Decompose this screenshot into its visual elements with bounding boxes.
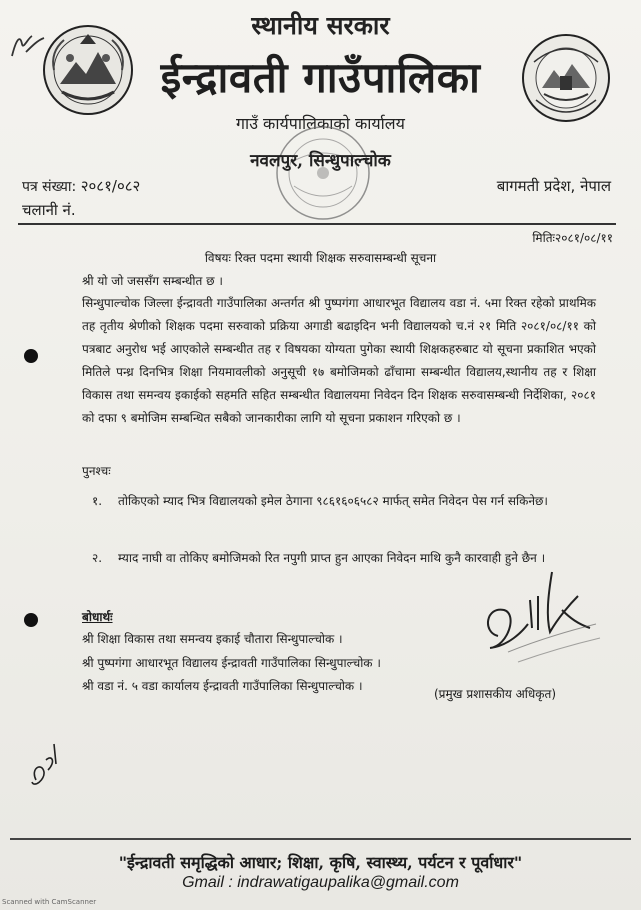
- reference-number: [22, 176, 140, 196]
- province-name: बागमती प्रदेश, नेपाल: [496, 177, 611, 195]
- handwritten-initials-icon: [28, 740, 64, 790]
- signature-icon: [478, 566, 608, 676]
- scanner-watermark: Scanned with CamScanner: [2, 898, 97, 906]
- letter-date: मितिः२०८१/०८/११: [532, 231, 613, 245]
- copy-recipient: श्री वडा नं. ५ वडा कार्यालय ईन्द्रावती गाउँपालिका सिन्धुपाल्चोक ।: [82, 679, 363, 693]
- postscript-label: पुनश्चः: [82, 464, 111, 478]
- office-seal-icon: [272, 122, 374, 224]
- dispatch-number-label: चलानी नं.: [22, 201, 76, 219]
- point-number: १.: [92, 494, 103, 508]
- municipality-title: ईन्द्रावती गाउँपालिका: [160, 53, 481, 102]
- header-divider: [18, 223, 616, 225]
- footer-email: Gmail : indrawatigaupalika@gmail.com: [182, 874, 459, 891]
- letter-body: सिन्धुपाल्चोक जिल्ला ईन्द्रावती गाउँपालिका अन्तर्गत श्री पुष्पगंगा आधारभूत विद्यालय वडा नं. ५मा रिक्त रहेको प्राथमिक तह तृतीय श्रेणीको शिक्षक पदमा सरुवाको प्रक्रिया अगाडी बढाइदिन भनी विद्यालयको च.नं २१ मिति २०८१/०८/११ को पत्रबाट अनुरोध भई आएकोले सम्बन्धीत तह र विषयका योग्यता पुगेका स्थायी शिक्षकहरुबाट यो सूचना प्रकाशित भएको मितिले पन्ध्र दिनभित्र शिक्षा नियमावलीको अनुसूची १७ बमोजिमको ढाँचामा सम्बन्धीत विद्यालय,स्थानीय तह र शिक्षा विकास तथा समन्वय इकाईको सहमति सहित सम्बन्धीत विद्यालयमा निवेदन दिन शिक्षक सरुवासम्बन्धी निर्देशिका, २०८१ को दफा ९ बमोजिम सम्बन्धित सबैको जानकारीका लागि यो सूचना प्रकाशन गरिएको छ ।: [82, 296, 596, 425]
- copy-recipient: श्री पुष्पगंगा आधारभूत विद्यालय ईन्द्रावती गाउँपालिका सिन्धुपाल्चोक ।: [82, 656, 381, 670]
- footer-slogan: "ईन्द्रावती समृद्धिको आधार; शिक्षा, कृषि, स्वास्थ्य, पर्यटन र पूर्वाधार": [118, 853, 523, 872]
- postscript-point: [92, 490, 594, 512]
- copy-recipient: श्री शिक्षा विकास तथा समन्वय इकाई चौतारा सिन्धुपाल्चोक ।: [82, 632, 343, 646]
- point-number: २.: [92, 551, 103, 565]
- header-line1: स्थानीय सरकार: [251, 11, 390, 40]
- footer-divider: [10, 838, 631, 840]
- letter-subject: विषयः रिक्त पदमा स्थायी शिक्षक सरुवासम्बन्धी सूचना: [204, 251, 437, 265]
- copy-to-label: बोधार्थः: [82, 610, 113, 624]
- letter-salutation: श्री यो जो जससँग सम्बन्धीत छ ।: [82, 274, 223, 288]
- signatory-designation: (प्रमुख प्रशासकीय अधिकृत): [434, 687, 557, 701]
- punch-hole-mark: [24, 613, 38, 627]
- punch-hole-mark: [24, 349, 38, 363]
- office-location: नवलपुर, सिन्धुपाल्चोक: [250, 151, 391, 171]
- point-text: तोकिएको म्याद भित्र विद्यालयको इमेल ठेगाना ९८६१६०६५८२ मार्फत् समेत निवेदन पेस गर्न सकिनेछ।: [118, 494, 548, 508]
- point-text: म्याद नाघी वा तोकिए बमोजिमको रित नपुगी प्राप्त हुन आएका निवेदन माथि कुनै कारवाही हुने छैन ।: [118, 551, 546, 565]
- reference-label: पत्र संख्या:: [22, 179, 77, 195]
- reference-value: २०८१/०८२: [80, 177, 141, 195]
- office-name: गाउँ कार्यपालिकाको कार्यालय: [236, 114, 405, 133]
